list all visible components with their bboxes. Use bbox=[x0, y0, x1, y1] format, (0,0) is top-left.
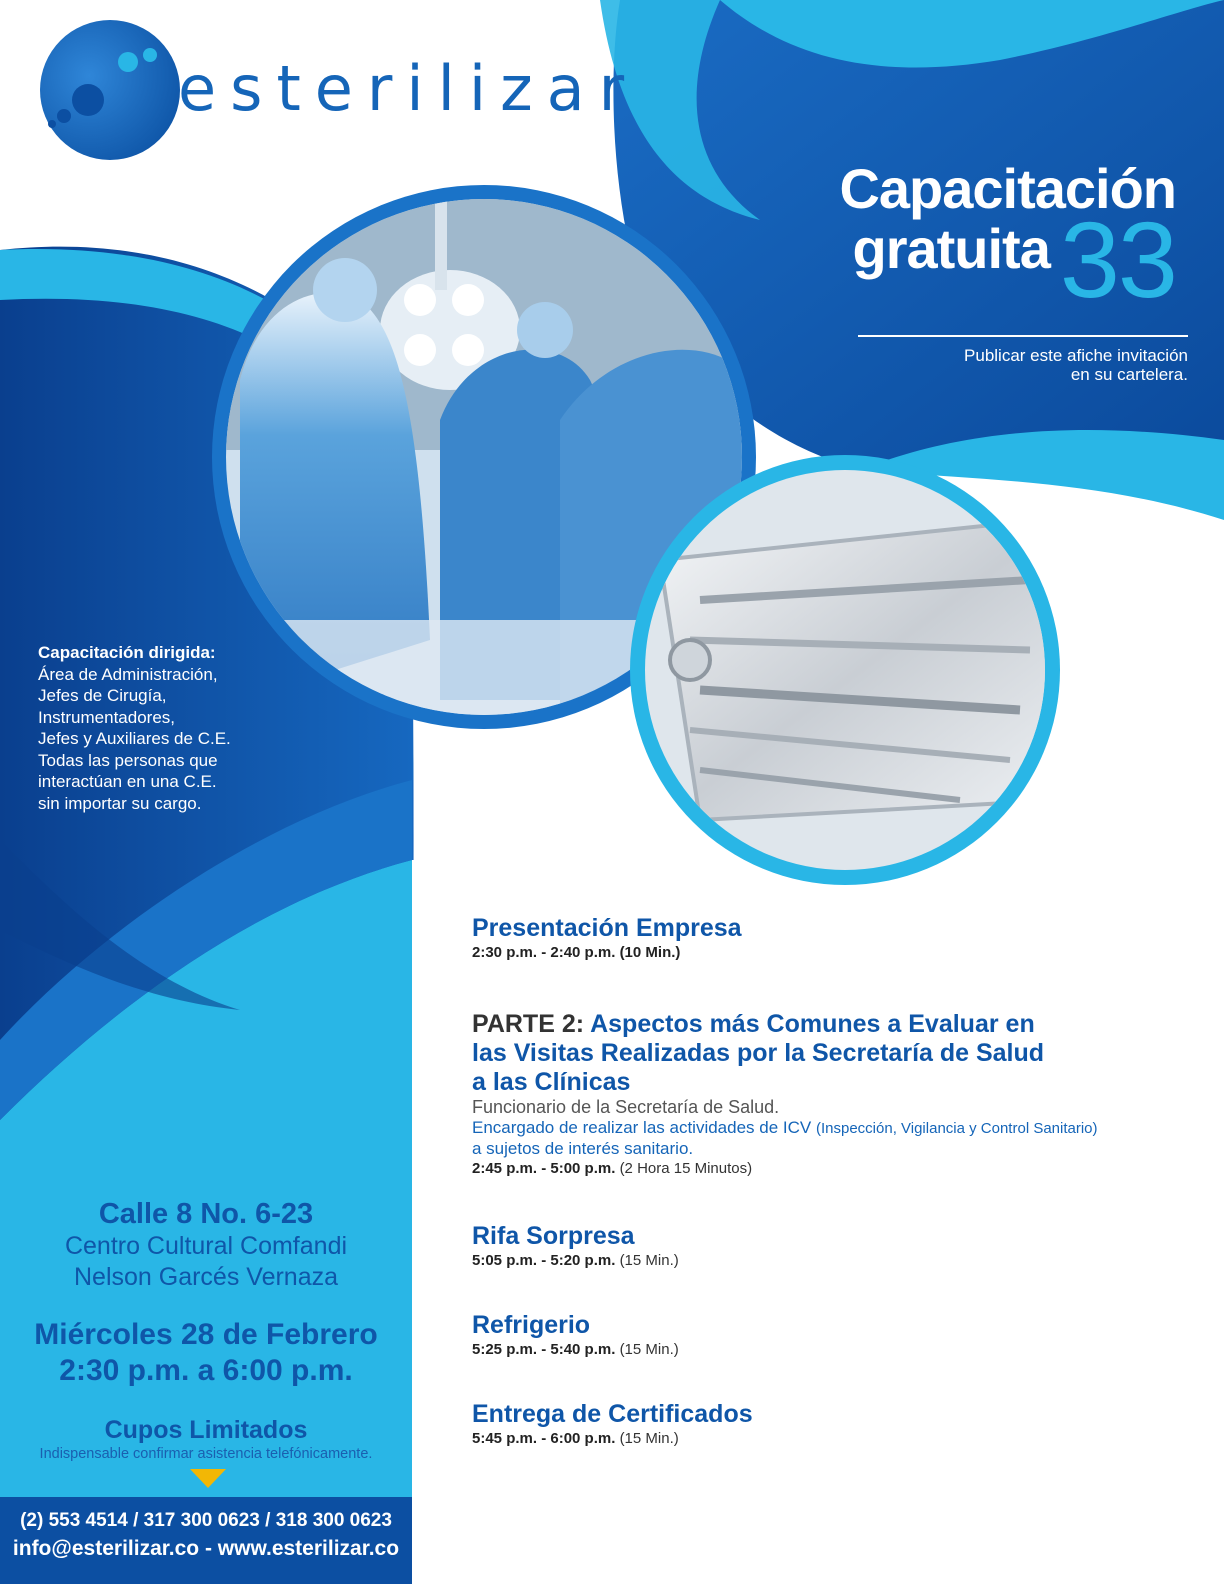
audience-line: Jefes y Auxiliares de C.E. bbox=[38, 729, 231, 748]
audience-block bbox=[38, 642, 278, 814]
edition-number: 33 bbox=[1059, 199, 1176, 320]
venue-name-line1: Centro Cultural Comfandi bbox=[64, 1232, 348, 1260]
audience-heading: Capacitación dirigida: bbox=[38, 643, 216, 662]
event-date: Miércoles 28 de Febrero bbox=[34, 1318, 378, 1351]
agenda-role-line1: Encargado de realizar las actividades de ICV bbox=[472, 1118, 812, 1137]
audience-line: Área de Administración, bbox=[38, 664, 218, 684]
audience-line: Jefes de Cirugía, bbox=[38, 686, 167, 705]
agenda-item-rifa bbox=[472, 1222, 679, 1271]
email-and-website[interactable]: info@esterilizar.co - www.esterilizar.co bbox=[12, 1537, 400, 1560]
agenda-time: 5:05 p.m. - 5:20 p.m. bbox=[472, 1252, 616, 1269]
agenda-speaker: Funcionario de la Secretaría de Salud. bbox=[472, 1097, 780, 1117]
agenda-title: Entrega de Certificados bbox=[472, 1400, 753, 1428]
agenda-title: Refrigerio bbox=[472, 1311, 591, 1339]
agenda-role-note: (Inspección, Vigilancia y Control Sanitario) bbox=[815, 1120, 1098, 1137]
headline-line2: gratuita bbox=[852, 217, 1050, 280]
publish-note bbox=[964, 346, 1188, 384]
agenda-title-line3: a las Clínicas bbox=[472, 1068, 631, 1096]
confirm-note: Indispensable confirmar asistencia telefónicamente. bbox=[39, 1446, 373, 1462]
publish-note-line1: Publicar este afiche invitación bbox=[964, 346, 1188, 365]
agenda-item-presentacion bbox=[472, 914, 742, 963]
headline bbox=[839, 157, 1176, 320]
agenda-duration: (15 Min.) bbox=[619, 1341, 679, 1358]
headline-divider bbox=[858, 335, 1188, 337]
agenda-time: 2:30 p.m. - 2:40 p.m. bbox=[472, 944, 616, 961]
audience-line: Instrumentadores, bbox=[38, 707, 176, 727]
agenda-part-label: PARTE 2: bbox=[472, 1010, 585, 1038]
phone-numbers[interactable]: (2) 553 4514 / 317 300 0623 / 318 300 0623 bbox=[20, 1510, 392, 1531]
publish-note-line2: en su cartelera. bbox=[1070, 365, 1188, 384]
agenda-item-parte2 bbox=[472, 1010, 1098, 1179]
agenda-title-line2: las Visitas Realizadas por la Secretaría de Salud bbox=[472, 1039, 1045, 1067]
headline-line1: Capacitación bbox=[839, 157, 1176, 220]
agenda-title: Presentación Empresa bbox=[472, 914, 742, 942]
contact-info bbox=[0, 1508, 412, 1564]
agenda-item-refrigerio bbox=[472, 1311, 679, 1360]
agenda-item-certificados bbox=[472, 1400, 753, 1449]
agenda-time: 5:25 p.m. - 5:40 p.m. bbox=[472, 1341, 616, 1358]
agenda-duration: (15 Min.) bbox=[619, 1430, 679, 1447]
audience-line: Todas las personas que bbox=[38, 750, 218, 770]
agenda-title-line1: Aspectos más Comunes a Evaluar en bbox=[590, 1010, 1035, 1038]
venue-block bbox=[0, 1197, 412, 1463]
agenda-title: Rifa Sorpresa bbox=[472, 1222, 635, 1250]
event-hours: 2:30 p.m. a 6:00 p.m. bbox=[59, 1354, 353, 1387]
agenda-duration: (10 Min.) bbox=[619, 944, 681, 961]
venue-name-line2: Nelson Garcés Vernaza bbox=[73, 1263, 339, 1291]
limited-seats: Cupos Limitados bbox=[104, 1416, 308, 1444]
agenda-role-line2: a sujetos de interés sanitario. bbox=[472, 1139, 694, 1158]
audience-line: sin importar su cargo. bbox=[38, 793, 202, 813]
agenda-duration: (15 Min.) bbox=[619, 1252, 679, 1269]
agenda-duration: (2 Hora 15 Minutos) bbox=[619, 1160, 753, 1177]
brand-logo-text: esterilizar bbox=[178, 52, 639, 125]
audience-line: interactúan en una C.E. bbox=[38, 772, 217, 791]
venue-address: Calle 8 No. 6-23 bbox=[98, 1198, 314, 1230]
agenda-time: 2:45 p.m. - 5:00 p.m. bbox=[472, 1160, 616, 1177]
agenda-time: 5:45 p.m. - 6:00 p.m. bbox=[472, 1430, 616, 1447]
